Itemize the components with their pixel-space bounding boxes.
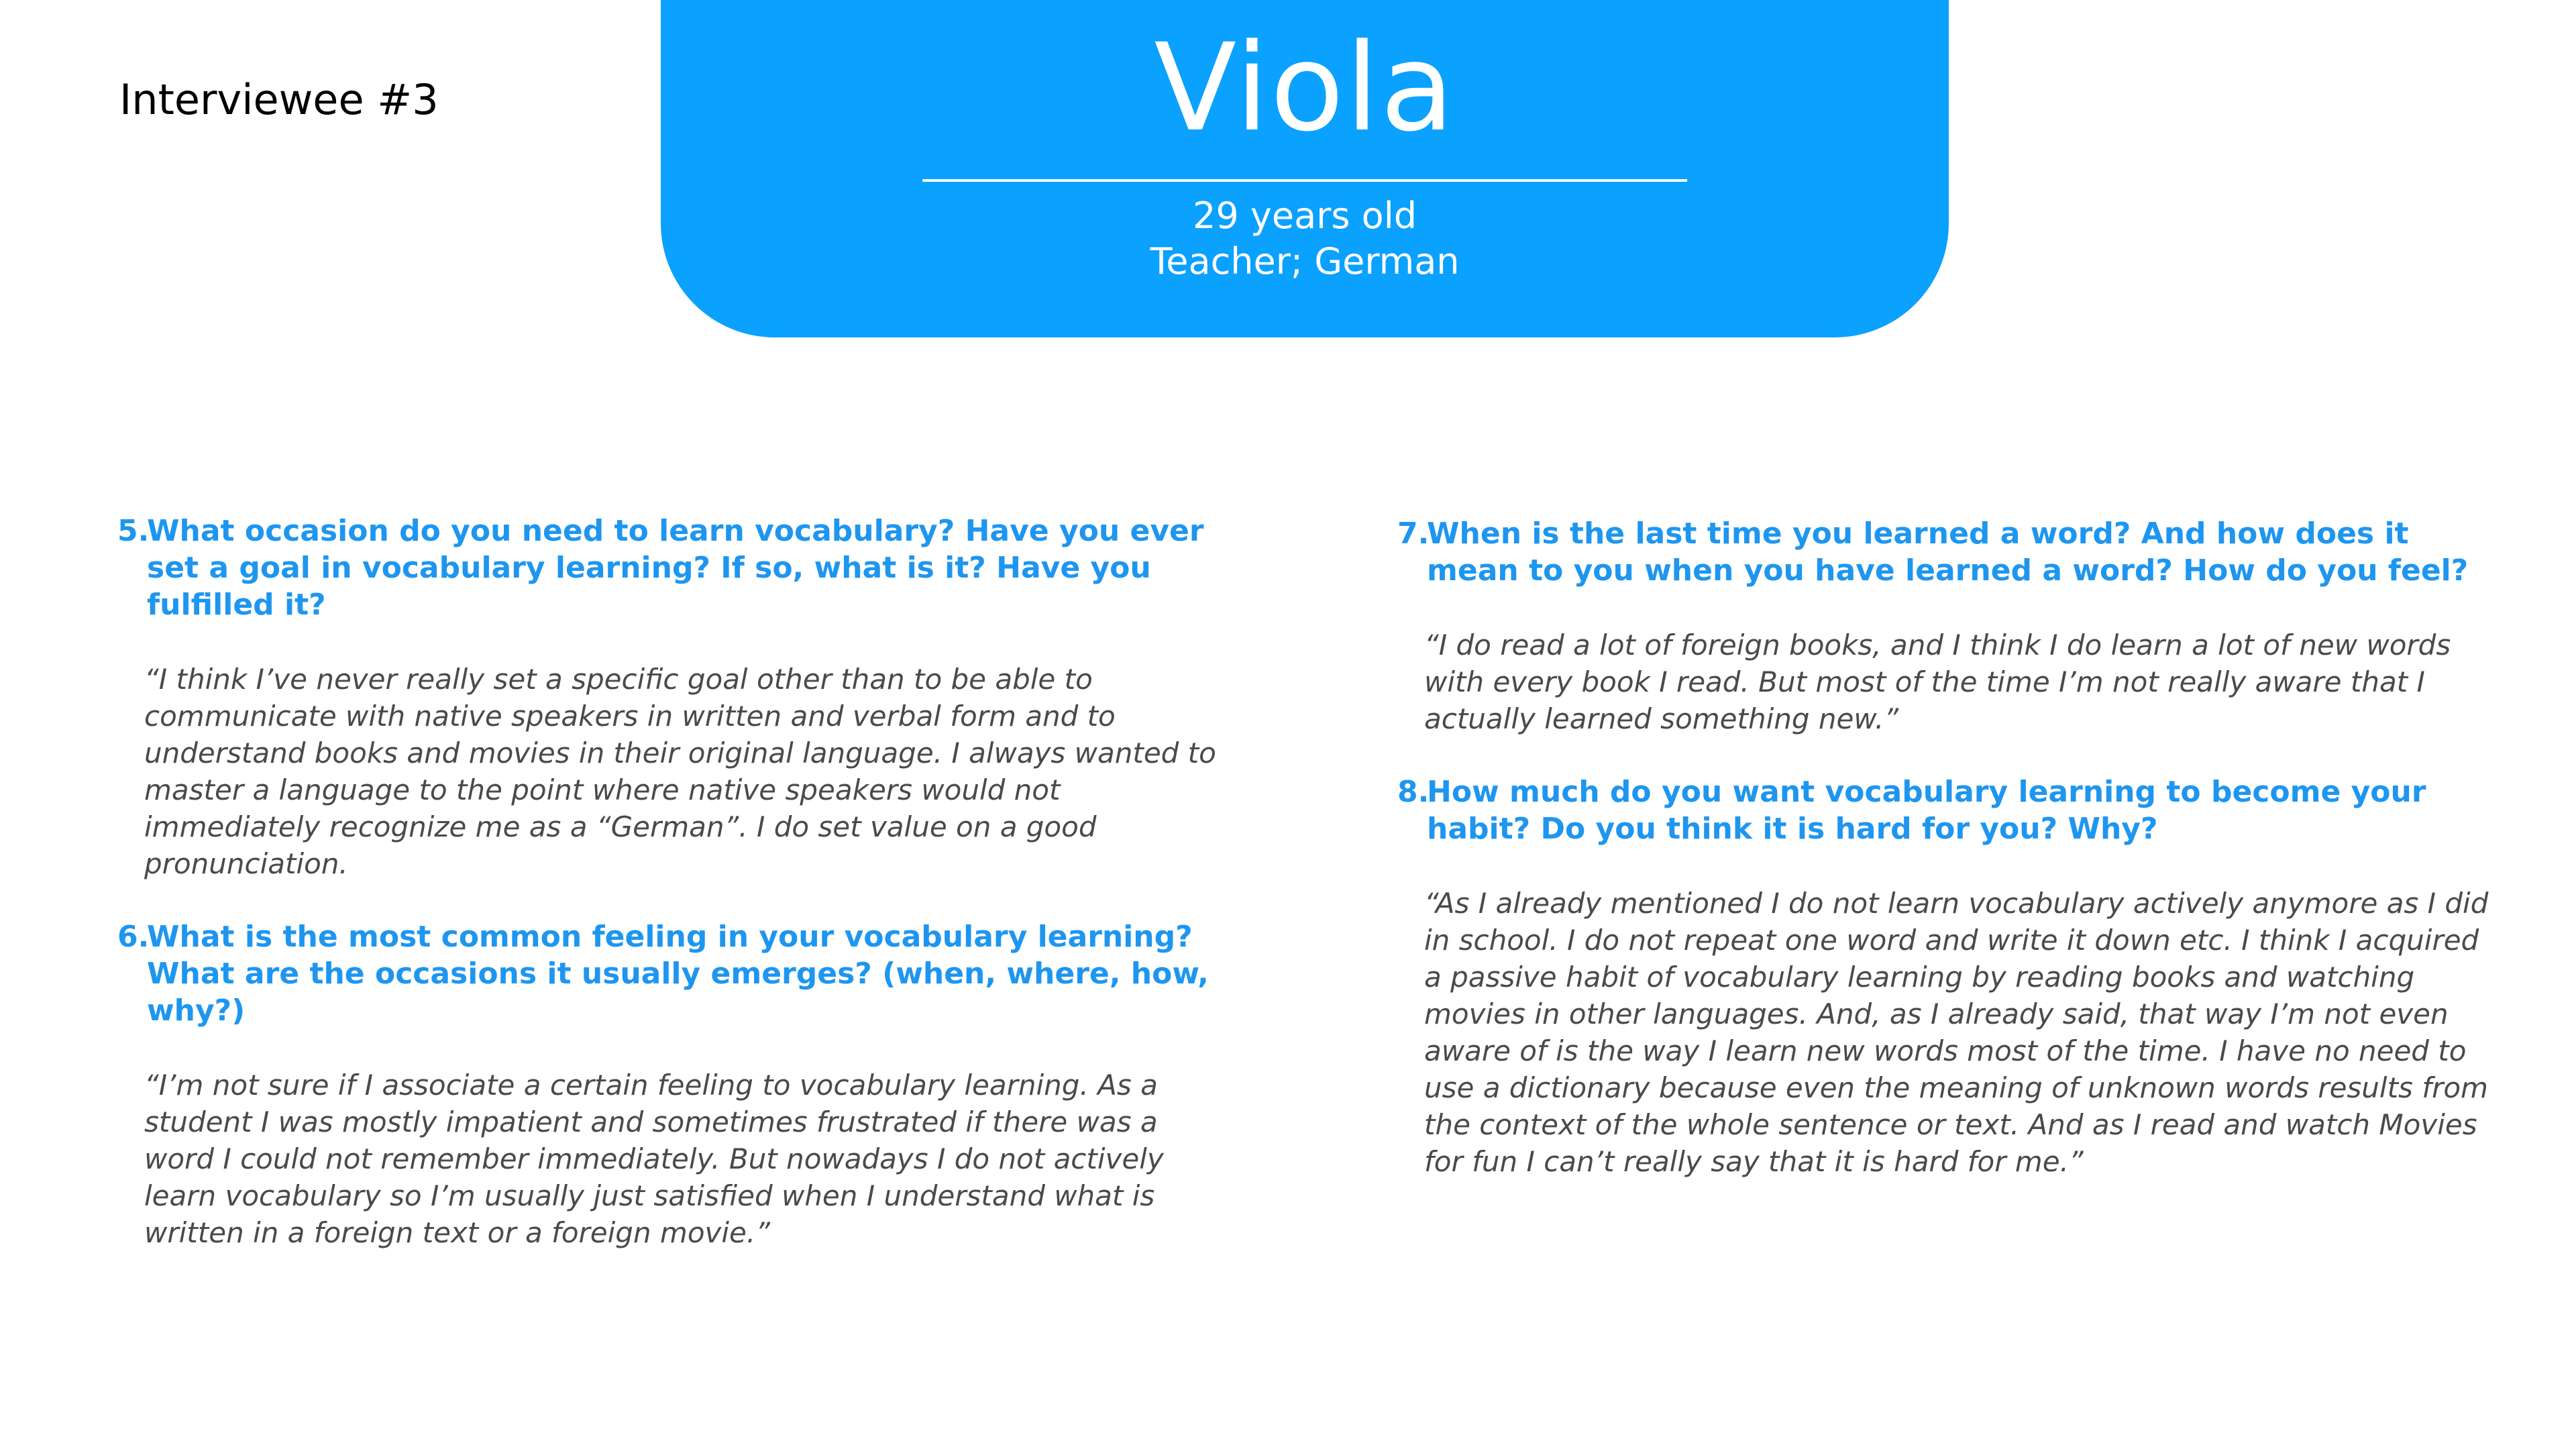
qa-item xyxy=(1397,773,2498,1180)
question-text: When is the last time you learned a word? And how does it mean to you when you have learned a word? How do you feel? xyxy=(1427,517,2469,588)
answer-text: “I’m not sure if I associate a certain feeling to vocabulary learning. As a student I was mostly impatient and sometimes frustrated if there was a word I could not remember immediately. But nowadays I do not actively learn vocabulary so I’m usually just satisfied when I understand what is written in a foreign text or a foreign movie.” xyxy=(144,1069,1164,1249)
question-text: What is the most common feeling in your vocabulary learning? What are the occasions it usually emerges? (when, where, how, why?) xyxy=(147,920,1209,1028)
question xyxy=(117,513,1218,623)
qa-item xyxy=(117,918,1218,1251)
interviewee-occupation: Teacher; German xyxy=(1150,240,1460,282)
answer-text: “As I already mentioned I do not learn vocabulary actively anymore as I did in school. I do not repeat one word and write it down etc. I think I acquired a passive habit of vocabulary learning by reading books and watching movies in other languages. And, as I already said, that way I’m not even aware of is the way I learn new words most of the time. I have no need to use a dictionary because even the meaning of unknown words results from the context of the whole sentence or text. And as I read and watch Movies for fun I can’t really say that it is hard for me.” xyxy=(1424,887,2489,1178)
right-column xyxy=(1397,515,2498,1216)
left-column xyxy=(117,513,1218,1287)
question-text: How much do you want vocabulary learning to become your habit? Do you think it is hard for you? Why? xyxy=(1427,775,2426,846)
answer-text: “I think I’ve never really set a specific goal other than to be able to communicate with native speakers in written and verbal form and to understand books and movies in their original language. I always wanted to master a language to the point where native speakers would not immediately recognize me as a “German”. I do set value on a good pronunciation. xyxy=(144,663,1216,880)
question xyxy=(1397,773,2498,847)
header-card xyxy=(661,0,1949,337)
qa-item xyxy=(117,513,1218,882)
interviewee-label: Interviewee #3 xyxy=(119,75,439,124)
question-text: What occasion do you need to learn vocabulary? Have you ever set a goal in vocabulary learning? If so, what is it? Have you fulfilled it? xyxy=(147,514,1204,622)
question xyxy=(117,918,1218,1029)
interviewee-age: 29 years old xyxy=(1193,195,1417,237)
question-number: 7. xyxy=(1397,517,1430,551)
question-number: 5. xyxy=(117,514,150,548)
question xyxy=(1397,515,2498,589)
question-number: 6. xyxy=(117,920,150,954)
qa-item xyxy=(1397,515,2498,737)
header-divider xyxy=(922,179,1687,182)
answer-text: “I do read a lot of foreign books, and I think I do learn a lot of new words with every book I read. But most of the time I’m not really aware that I actually learned something new.” xyxy=(1424,629,2451,735)
interviewee-name: Viola xyxy=(1154,18,1456,158)
question-number: 8. xyxy=(1397,775,1430,809)
